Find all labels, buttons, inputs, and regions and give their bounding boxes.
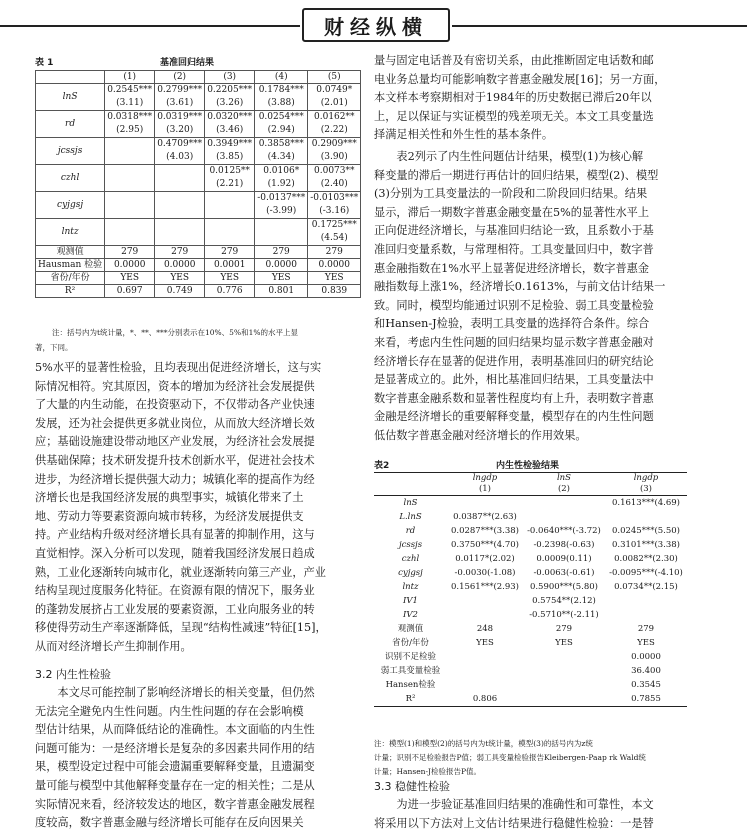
table1-tstat: (2.22) <box>320 125 348 135</box>
table1-coef: 0.4709*** <box>157 139 203 149</box>
table2 <box>374 472 687 707</box>
table1-coef: 0.0320*** <box>207 112 253 122</box>
table1-row <box>36 138 361 165</box>
table2-row <box>374 580 687 594</box>
text-line: 了大量的内生动能，在投资驱动下，不仅带动各产业快速 <box>35 398 315 412</box>
table2-row-label: 观测值 <box>397 624 424 634</box>
table2-cell: YES <box>555 638 573 648</box>
text-line: 择满足相关性和外生性的基本条件。 <box>374 128 554 142</box>
text-line: 将采用以下方法对上文估计结果进行稳健性检验：一是替 <box>374 816 654 830</box>
table1-cell <box>205 219 255 246</box>
table2-cell: 0.1561***(2.93) <box>450 582 520 592</box>
table2-note-line: 计量；识别不足检验报告P值；弱工具变量检验报告Kleibergen-Paap rk Wald统 <box>374 753 646 762</box>
table1-cell <box>308 165 361 192</box>
text-line: 量可能与模型中其他解释变量存在一定的相关性；二是从 <box>35 778 315 792</box>
table1-stat-cell: 0.801 <box>255 285 308 298</box>
table1-coef: 0.0319*** <box>157 112 203 122</box>
table2-col-num: (1) <box>478 484 491 494</box>
table2-row <box>374 566 687 580</box>
table1-coef: 0.0106* <box>263 166 300 176</box>
table1-stat-row <box>36 246 361 259</box>
table1-coef: 0.0318*** <box>107 112 153 122</box>
table1-stat-label: 省份/年份 <box>36 272 105 285</box>
header-rule-left <box>0 25 300 27</box>
table2-row <box>374 552 687 566</box>
page-header <box>0 8 747 42</box>
table2-col-num: (2) <box>557 484 570 494</box>
table2-row-label: lntz <box>402 582 419 592</box>
table2-cell <box>523 692 605 707</box>
table1-stat-cell: 0.839 <box>308 285 361 298</box>
table2-cell <box>447 664 523 678</box>
left-paragraph-1 <box>35 359 348 657</box>
table1-tstat: (3.46) <box>216 125 244 135</box>
table2-cell: 0.0009(0.11) <box>536 554 592 564</box>
text-line: 低估数字普惠金融对经济增长的作用效果。 <box>374 428 587 442</box>
text-line: 上，足以保证与实证模型的残差项无关。本文工具变量选 <box>374 109 654 123</box>
table2-row <box>374 496 687 511</box>
table2-cell <box>523 678 605 692</box>
table1-stat-cell: YES <box>155 272 205 285</box>
table2-row <box>374 524 687 538</box>
text-line: 实际情况来看，经济较发达的地区，数字普惠金融发展程 <box>35 797 315 811</box>
table2-cell: 0.0000 <box>631 652 661 662</box>
table1-coef: 0.1784*** <box>258 85 304 95</box>
table2-row-label: 识别不足检验 <box>384 652 436 662</box>
table1-tstat: (-3.16) <box>319 206 350 216</box>
table2-cell: 248 <box>476 624 494 634</box>
table1-cell <box>255 138 308 165</box>
table1-cell <box>205 165 255 192</box>
table2-cell <box>523 664 605 678</box>
table1-cell <box>308 138 361 165</box>
table1-tstat: (2.95) <box>116 125 144 135</box>
table1-coef: 0.0125** <box>209 166 250 176</box>
table1-cell <box>255 111 308 138</box>
table1-stat-cell: 0.0000 <box>255 259 308 272</box>
table2-cell: 0.0082**(2.30) <box>614 554 678 564</box>
table1-cell <box>308 84 361 111</box>
table1-stat-row <box>36 285 361 298</box>
table1-coef: 0.1725*** <box>311 220 357 230</box>
table2-cell: 0.0734**(2.15) <box>614 582 678 592</box>
table2-cell: -0.2398(-0.63) <box>533 540 595 550</box>
table1-row-label: jcssjs <box>36 138 105 165</box>
table2-col-num: (3) <box>639 484 652 494</box>
table1-stat-row <box>36 259 361 272</box>
text-line: 问题可能为：一是经济增长是复杂的多因素共同作用的结 <box>35 741 315 755</box>
table2-row-label: rd <box>405 526 416 536</box>
text-line: 济增长也是我国经济发展的典型事实，城镇化带来了土 <box>35 491 304 505</box>
table1-tstat: (-3.99) <box>266 206 297 216</box>
section-3-2-heading: 3.2 内生性检验 <box>35 668 111 681</box>
table2-row <box>374 692 687 707</box>
table2-cell: 0.0117*(2.02) <box>455 554 515 564</box>
text-line: 发展，还为社会提供更多就业岗位，从而放大经济增长效 <box>35 416 315 430</box>
text-line: 显示，滞后一期数字普惠金融变量在5%的显著性水平上 <box>374 205 650 219</box>
table2-row-label: czhl <box>401 554 420 564</box>
text-line: 和Hansen-J检验，表明工具变量的选择符合条件。综合 <box>374 317 650 331</box>
table1-stat-row <box>36 272 361 285</box>
table2-cell <box>605 510 687 524</box>
table1-cell <box>155 165 205 192</box>
text-line: 致。同时，模型均能通过识别不足检验、弱工具变量检验 <box>374 298 654 312</box>
table1-note-line1: 注：括号内为t统计量，*、**、***分别表示在10%、5%和1%的水平上显 <box>52 328 298 337</box>
table1-cell <box>255 219 308 246</box>
table1-tstat: (3.90) <box>320 152 348 162</box>
table2-cell <box>523 650 605 664</box>
text-line: 移使得劳动生产率逐渐降低，呈现“结构性减速”特征[15]， <box>35 621 327 635</box>
table1-row <box>36 111 361 138</box>
table2-row-label: R² <box>405 694 416 704</box>
table2-cell: 0.5900***(5.80) <box>529 582 598 592</box>
text-line: 无法完全避免内生性问题。内生性问题的存在会影响模 <box>35 704 304 718</box>
table2-row <box>374 608 687 622</box>
table1-row <box>36 219 361 246</box>
table1-row <box>36 192 361 219</box>
table2-row <box>374 636 687 650</box>
table2-cell <box>605 594 687 608</box>
table1-row-label: cyjgsj <box>36 192 105 219</box>
table2-row-label: 弱工具变量检验 <box>380 666 441 676</box>
table1-row-label: czhl <box>36 165 105 192</box>
text-line: 的蓬勃发展挤占工业发展的要素资源，工业向服务业的转 <box>35 602 315 616</box>
table1-row <box>36 84 361 111</box>
table2-row-label: Hansen检验 <box>385 680 436 690</box>
table1-cell <box>155 84 205 111</box>
table1-tstat: (3.88) <box>267 98 295 108</box>
table1-coef: 0.2545*** <box>107 85 153 95</box>
table1 <box>35 70 361 298</box>
text-line: 融指数每上涨1%，经济增长0.1613%，与前文估计结果一 <box>374 280 666 294</box>
table1-stat-cell: YES <box>308 272 361 285</box>
table1-tstat: (4.03) <box>166 152 194 162</box>
table1-stat-cell: 279 <box>255 246 308 259</box>
table1-tstat: (2.21) <box>216 179 244 189</box>
text-line: 本文样本考察期相对于1984年的历史数据已滞后20年以 <box>374 91 652 105</box>
table1-cell <box>155 192 205 219</box>
text-line: 5%水平的显著性检验，且均表现出促进经济增长，这与实 <box>35 361 322 374</box>
table1-row <box>36 165 361 192</box>
text-line: 释变量的滞后一期进行再估计的回归结果，模型(2)、模型 <box>374 168 659 182</box>
table1-coef: 0.2909*** <box>311 139 357 149</box>
table1-tstat: (2.94) <box>267 125 295 135</box>
table2-label: 表2 <box>374 461 390 471</box>
table2-row-label: jcssjs <box>398 540 423 550</box>
table1-tstat: (3.26) <box>216 98 244 108</box>
table1-cell <box>205 138 255 165</box>
text-line: 经济增长存在显著的促进作用，表明基准回归的研究结论 <box>374 354 654 368</box>
table2-row <box>374 678 687 692</box>
table1-cell <box>105 111 155 138</box>
table2-cell: 0.1613***(4.69) <box>611 498 681 508</box>
table2-cell <box>447 608 523 622</box>
table1-cell <box>205 111 255 138</box>
table2-col-header <box>605 473 687 496</box>
table1-tstat: (4.34) <box>267 152 295 162</box>
text-line: 表2列示了内生性问题估计结果，模型(1)为核心解 <box>396 150 644 163</box>
table2-title: 内生性检验结果 <box>496 461 560 471</box>
text-line: 正向促进经济增长，与基准回归结论一致，且系数小于基 <box>374 224 654 238</box>
text-line: 结构呈现过度服务化特征。在资源有限的情况下，服务业 <box>35 584 315 598</box>
text-line: (3)分别为工具变量法的一阶段和二阶段回归结果。结果 <box>374 187 648 201</box>
table1-cell <box>255 192 308 219</box>
table1-stat-label: 观测值 <box>36 246 105 259</box>
left-paragraph-2 <box>35 684 348 833</box>
text-line: 熟，工业化逐渐转向城市化，就业逐渐转向第三产业，产业 <box>35 565 326 579</box>
table2-row <box>374 594 687 608</box>
text-line: 际情况相符。究其原因，资本的增加为经济社会发展提供 <box>35 379 315 393</box>
table1-col-header: (5) <box>308 71 361 84</box>
table2-header-row <box>374 473 687 496</box>
table2-cell <box>523 496 605 511</box>
table1-cell <box>105 84 155 111</box>
table2-col-header <box>523 473 605 496</box>
table2-row <box>374 664 687 678</box>
text-line: 惠金融指数在1%水平上显著促进经济增长，数字普惠金 <box>374 261 650 275</box>
text-line: 应；基础设施建设带动地区产业发展，为经济社会发展提 <box>35 435 315 449</box>
table1-cell <box>155 111 205 138</box>
table2-col-var: lnS <box>556 473 571 483</box>
text-line: 为进一步验证基准回归结果的准确性和可靠性，本文 <box>396 798 654 811</box>
table2-cell: 0.0287***(3.38) <box>450 526 520 536</box>
table2-row <box>374 622 687 636</box>
table2-cell: -0.0095***(-4.10) <box>609 568 683 578</box>
text-line: 度较高，数字普惠金融与经济增长可能存在反向因果关 <box>35 816 304 830</box>
right-paragraph-2 <box>374 148 687 446</box>
text-line: 地、劳动力等要素资源向城市转移，为经济发展提供支 <box>35 509 304 523</box>
table1-stat-cell: YES <box>105 272 155 285</box>
table1-tstat: (2.01) <box>320 98 348 108</box>
table1-coef: 0.0749* <box>316 85 353 95</box>
table1-tstat: (2.40) <box>320 179 348 189</box>
table1-tstat: (4.54) <box>320 233 348 243</box>
table2-col-var: lngdp <box>472 473 498 483</box>
table2-row-label: cyjgsj <box>398 568 423 578</box>
table1-stat-cell: 0.0000 <box>155 259 205 272</box>
text-line: 从而对经济增长产生抑制作用。 <box>35 639 192 653</box>
table1-stat-cell: 279 <box>308 246 361 259</box>
table1-coef: 0.0073** <box>314 166 355 176</box>
table2-cell <box>523 510 605 524</box>
table2-note-line: 注：模型(1)和模型(2)的括号内为t统计量，模型(3)的括号内为z统 <box>374 739 593 748</box>
table2-row-label: 省份/年份 <box>392 638 429 648</box>
table2-cell: -0.0063(-0.61) <box>533 568 595 578</box>
table1-row-label: rd <box>36 111 105 138</box>
table1-col-header: (3) <box>205 71 255 84</box>
table1-cell <box>308 111 361 138</box>
table1-cell <box>155 138 205 165</box>
table2-cell: -0.0640***(-3.72) <box>527 526 601 536</box>
text-line: 进步，为经济增长提供强大动力；城镇化率的提高作为经 <box>35 472 315 486</box>
table1-cell <box>255 165 308 192</box>
table1-col-header: (4) <box>255 71 308 84</box>
table1-title: 基准回归结果 <box>160 58 215 68</box>
table1-coef: -0.0137*** <box>257 193 306 203</box>
table2-row <box>374 538 687 552</box>
table2-row-label: lnS <box>403 498 418 508</box>
header-rule-right <box>452 25 747 27</box>
text-line: 直觉相悖。深入分析可以发现，随着我国经济发展日趋成 <box>35 546 315 560</box>
table2-cell: 0.3750***(4.70) <box>450 540 520 550</box>
table2-cell: 0.7855 <box>631 694 661 704</box>
text-line: 型估计结果，从而降低结论的准确性。本文面临的内生性 <box>35 723 315 737</box>
text-line: 量与固定电话普及有密切关系，由此推断固定电话数和邮 <box>374 54 654 67</box>
table2-cell: 36.400 <box>631 666 661 676</box>
table1-stat-label: Hausman 检验 <box>36 259 105 272</box>
table1-stat-cell: 279 <box>205 246 255 259</box>
table2-col-var: lngdp <box>633 473 659 483</box>
text-line: 电业务总量均可能影响数字普惠金融发展[16]；另一方面， <box>374 72 666 86</box>
text-line: 金融是经济增长的重要解释变量，模型存在的内生性问题 <box>374 410 654 424</box>
table1-cell <box>308 219 361 246</box>
text-line: 持。产业结构升级对经济增长具有显著的抑制作用，这与 <box>35 528 315 542</box>
table1-label: 表 1 <box>35 58 54 68</box>
table2-cell <box>447 496 523 511</box>
table1-cell <box>105 165 155 192</box>
table1-coef: 0.0254*** <box>258 112 304 122</box>
text-line: 是显著成立的。此外，相比基准回归结果，工具变量法中 <box>374 373 654 387</box>
right-paragraph-1 <box>374 52 687 145</box>
table2-cell <box>447 678 523 692</box>
table1-header-row <box>36 71 361 84</box>
table2-cell: 0.0245***(5.50) <box>611 526 681 536</box>
section-3-3-heading: 3.3 稳健性检验 <box>374 780 450 793</box>
table2-row <box>374 650 687 664</box>
table1-stat-cell: YES <box>255 272 308 285</box>
table2-cell: 0.5754**(2.12) <box>532 596 596 606</box>
table2-cell: YES <box>476 638 494 648</box>
right-paragraph-3 <box>374 796 687 833</box>
table2-note-line: 计量；Hansen-J检验报告P值。 <box>374 767 482 776</box>
table2-cell: 0.3101***(3.38) <box>611 540 681 550</box>
table2-cell: 0.0387**(2.63) <box>453 512 517 522</box>
table1-tstat: (3.85) <box>216 152 244 162</box>
table1-tstat: (3.20) <box>166 125 194 135</box>
table2-cell <box>447 594 523 608</box>
table2-row-label: L.lnS <box>399 512 422 522</box>
table1-stat-cell: 0.776 <box>205 285 255 298</box>
table2-cell: 279 <box>555 624 573 634</box>
table1-cell <box>205 84 255 111</box>
table1-coef: -0.0103*** <box>310 193 359 203</box>
table1-tstat: (1.92) <box>267 179 295 189</box>
table2-cell: 279 <box>637 624 655 634</box>
table1-col-header: (1) <box>105 71 155 84</box>
table2-cell: 0.806 <box>472 694 498 704</box>
table1-cell <box>105 219 155 246</box>
table2-cell <box>447 650 523 664</box>
table1-stat-cell: 0.0000 <box>308 259 361 272</box>
table1-col-header: (2) <box>155 71 205 84</box>
text-line: 果，模型设定过程中可能会遗漏重要解释变量，且遗漏变 <box>35 760 315 774</box>
table1-stat-cell: 279 <box>105 246 155 259</box>
table1-stat-cell: 0.0001 <box>205 259 255 272</box>
table1-stat-label: R² <box>36 285 105 298</box>
table1-cell <box>308 192 361 219</box>
table2-row <box>374 510 687 524</box>
text-line: 准回归变量系数，与常理相符。工具变量回归中，数字普 <box>374 242 654 256</box>
text-line: 来看，考虑内生性问题的回归结果均显示数字普惠金融对 <box>374 335 654 349</box>
table1-stat-cell: 0.697 <box>105 285 155 298</box>
table1-cell <box>255 84 308 111</box>
table1-coef: 0.2205*** <box>207 85 253 95</box>
table2-note <box>374 737 687 779</box>
table1-cell <box>105 138 155 165</box>
text-line: 供基础保障；技术研发提升技术创新水平，促进社会技术 <box>35 453 315 467</box>
table1-cell <box>105 192 155 219</box>
text-line: 数字普惠金融系数和显著性程度均有上升，表明数字普惠 <box>374 391 654 405</box>
table1-cell <box>155 219 205 246</box>
table1-coef: 0.0162** <box>314 112 355 122</box>
column-title: 财经纵横 <box>302 8 450 42</box>
table2-cell: 0.3545 <box>631 680 661 690</box>
table2-cell: YES <box>637 638 655 648</box>
table1-coef: 0.2799*** <box>157 85 203 95</box>
table1-row-label: lnS <box>36 84 105 111</box>
table1-note-line2: 著，下同。 <box>35 343 73 352</box>
table1-tstat: (3.61) <box>166 98 194 108</box>
table1-tstat: (3.11) <box>116 98 144 108</box>
table1-coef: 0.3858*** <box>258 139 304 149</box>
table1-stat-cell: YES <box>205 272 255 285</box>
table1-stat-cell: 279 <box>155 246 205 259</box>
table1-stat-cell: 0.749 <box>155 285 205 298</box>
table1-stat-cell: 0.0000 <box>105 259 155 272</box>
table2-col-header <box>447 473 523 496</box>
table2-row-label: IV1 <box>403 596 418 606</box>
table2-cell: -0.0030(-1.08) <box>454 568 516 578</box>
table2-row-label: IV2 <box>403 610 418 620</box>
table1-cell <box>205 192 255 219</box>
table1-coef: 0.3949*** <box>207 139 253 149</box>
text-line: 本文尽可能控制了影响经济增长的相关变量，但仍然 <box>57 686 315 699</box>
table2-cell <box>605 608 687 622</box>
table1-row-label: lntz <box>36 219 105 246</box>
table2-cell: -0.5710**(-2.11) <box>529 610 599 620</box>
